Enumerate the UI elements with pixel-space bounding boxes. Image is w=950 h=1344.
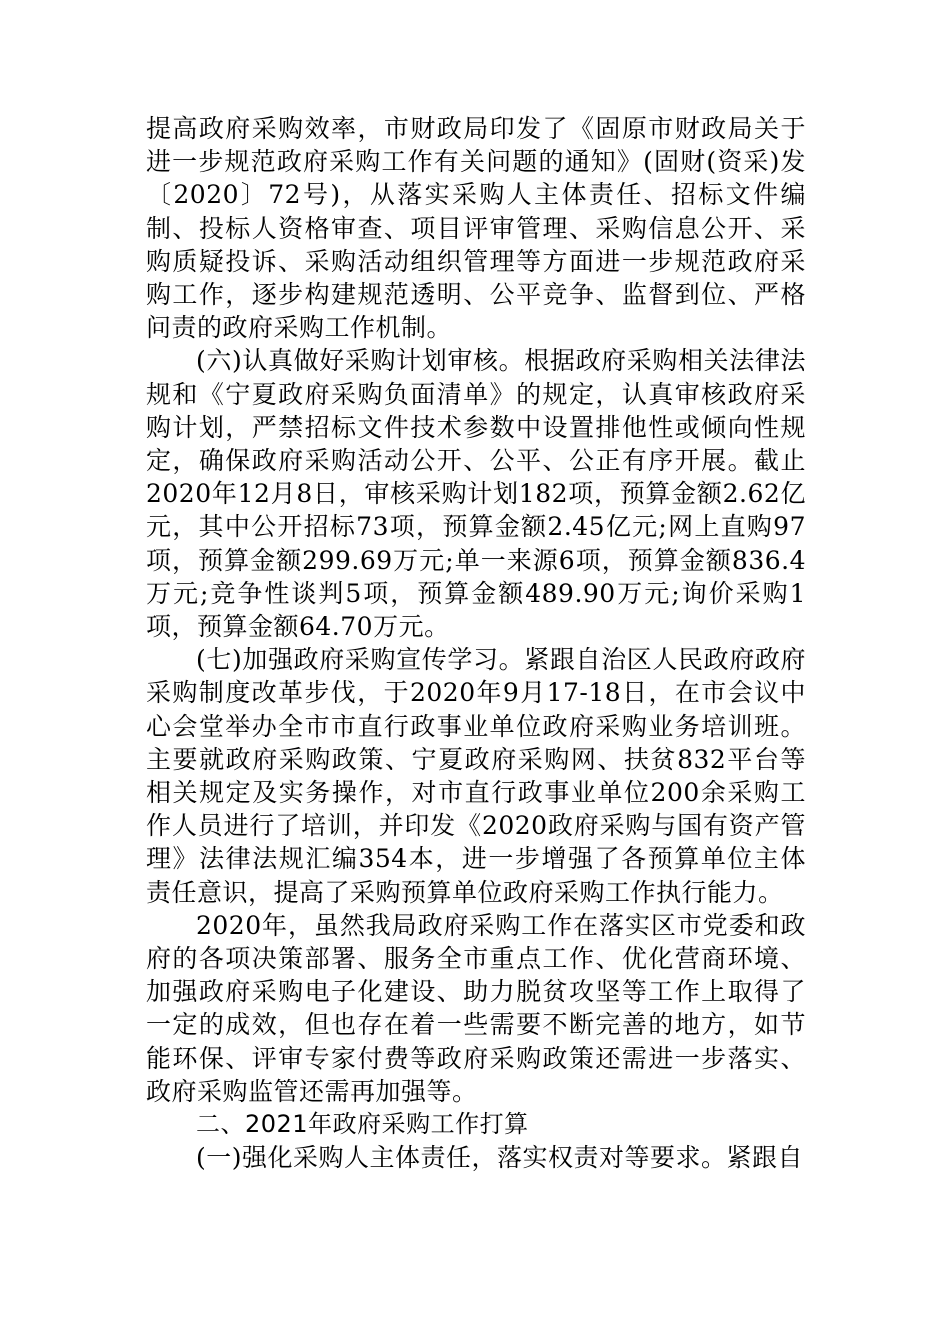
paragraph-procurement-plan-review: (六)认真做好采购计划审核。根据政府采购相关法律法规和《宁夏政府采购负面清单》的规定，认真审核政府采购计划，严禁招标文件技术参数中设置排他性或倾向性规定，确保政府采购活动公开、公平、公正有序开展。截止2020年12月8日，审核采购计划182项，预算金额2.62亿元，其中公开招标73项，预算金额2.45亿元;网上直购97项，预算金额299.69万元;单一来源6项，预算金额836.4万元;竞争性谈判5项，预算金额489.90万元;询价采购1项，预算金额64.70万元。 [146,346,806,642]
section-heading: 二、2021年政府采购工作打算 [196,1110,529,1139]
paragraph-2020-summary: 2020年，虽然我局政府采购工作在落实区市党委和政府的各项决策部署、服务全市重点工作、优化营商环境、加强政府采购电子化建设、助力脱贫攻坚等工作上取得了一定的成效，但也存在着一些需要不断完善的地方，如节能环保、评审专家付费等政府采购政策还需进一步落实、政府采购监管还需再加强等。 [146,910,806,1106]
document-page [146,112,806,1175]
paragraph-procurement-training: (七)加强政府采购宣传学习。紧跟自治区人民政府政府采购制度改革步伐，于2020年9月17-18日，在市会议中心会堂举办全市市直行政事业单位政府采购业务培训班。主要就政府采购政策、宁夏政府采购网、扶贫832平台等相关规定及实务操作，对市直行政事业单位200余采购工作人员进行了培训，并印发《2020政府采购与国有资产管理》法律法规汇编354本，进一步增强了各预算单位主体责任意识，提高了采购预算单位政府采购工作执行能力。 [146,645,806,907]
paragraph-continuation: 提高政府采购效率，市财政局印发了《固原市财政局关于进一步规范政府采购工作有关问题的通知》(固财(资采)发〔2020〕72号)，从落实采购人主体责任、招标文件编制、投标人资格审查、项目评审管理、采购信息公开、采购质疑投诉、采购活动组织管理等方面进一步规范政府采购工作，逐步构建规范透明、公平竞争、监督到位、严格问责的政府采购工作机制。 [146,114,806,343]
paragraph-section-start: (一)强化采购人主体责任，落实权责对等要求。紧跟自 [196,1143,804,1173]
